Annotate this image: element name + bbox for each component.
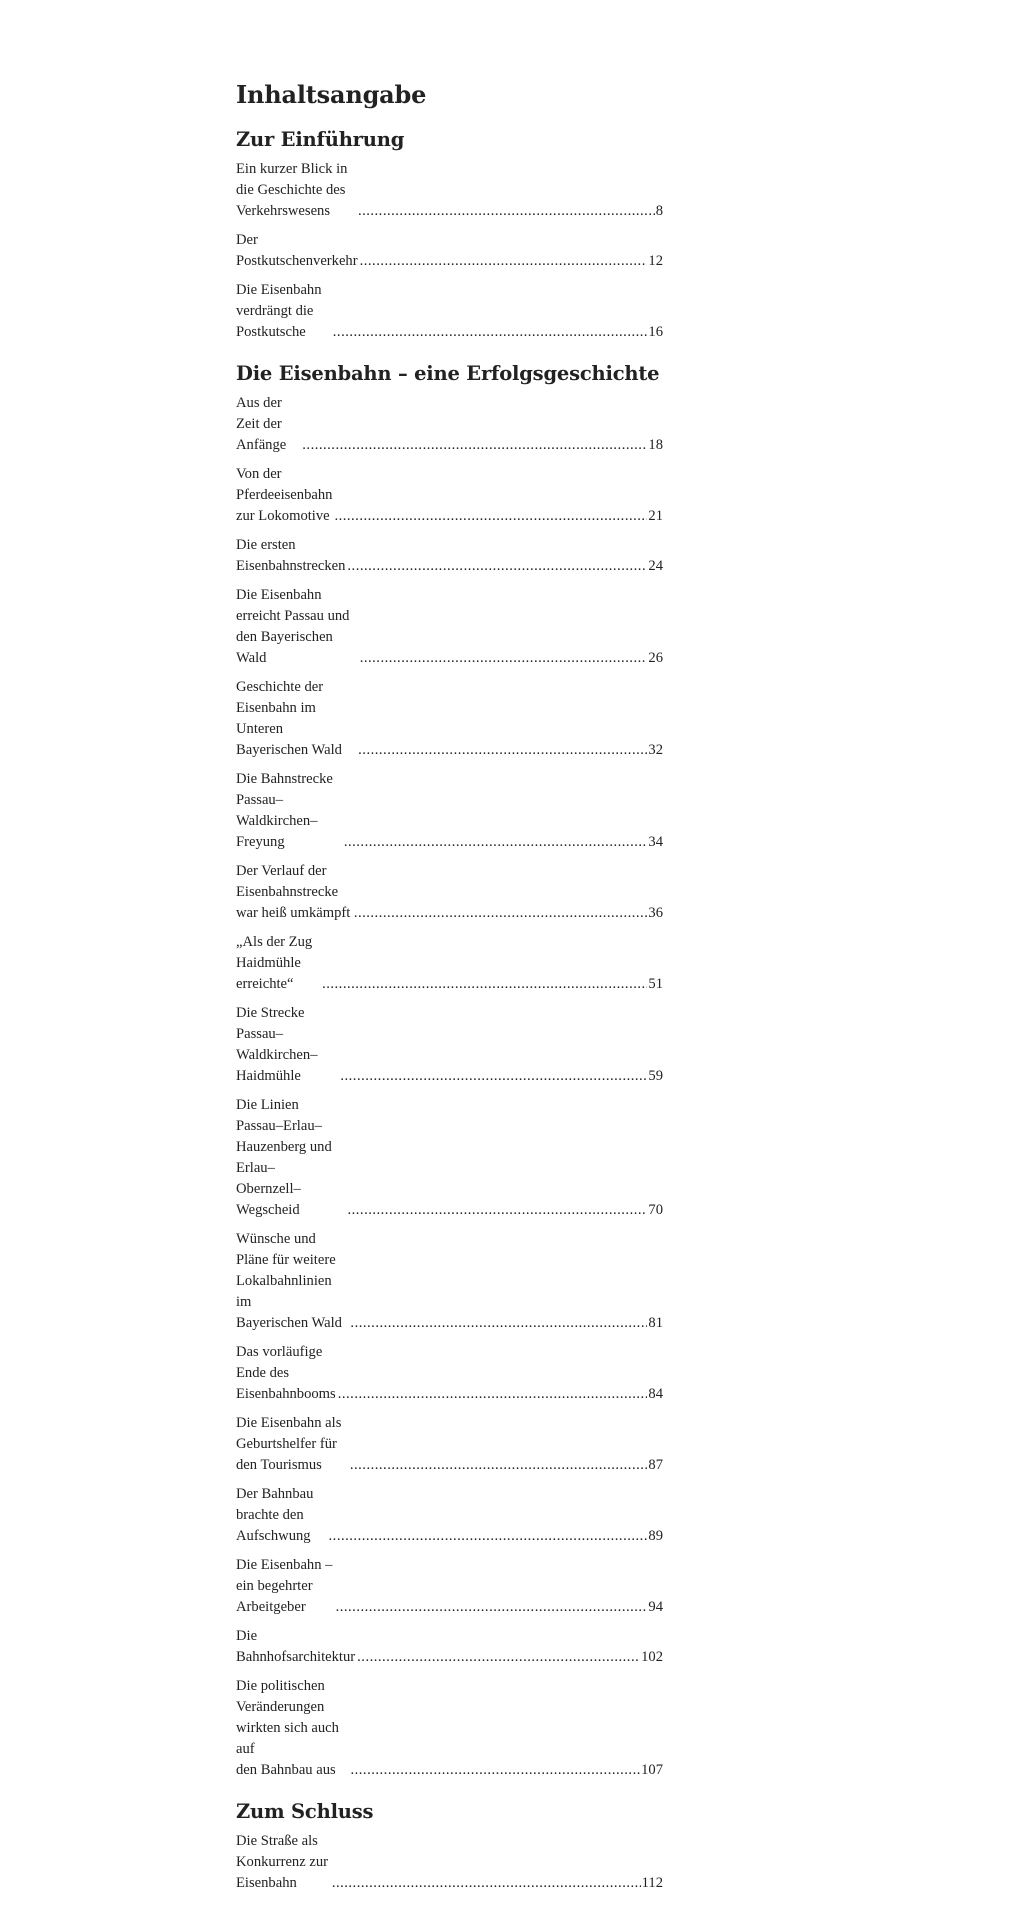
toc-entry-line: Die Bahnstrecke Passau–Waldkirchen–Freyung [236, 771, 333, 850]
toc-entry-line: Die Strecke Passau–Waldkirchen–Haidmühle [236, 1005, 318, 1084]
section-heading: Zum Schluss [236, 1800, 374, 1823]
dot-leader [350, 1455, 648, 1476]
dot-leader [334, 506, 647, 527]
toc-entry-list [236, 1831, 663, 1894]
dot-leader [350, 1760, 640, 1781]
dot-leader [350, 1313, 647, 1334]
toc-page-number: 16 [648, 324, 663, 340]
toc-entry[interactable] [236, 1229, 663, 1334]
toc-entry-title [236, 861, 352, 924]
toc-page-number: 94 [648, 1599, 663, 1615]
toc-page-number: 112 [641, 1875, 663, 1891]
toc-page-number: 102 [641, 1649, 663, 1665]
toc-entry-title [236, 1626, 355, 1668]
toc-page-number: 84 [648, 1386, 663, 1402]
table-of-contents [236, 78, 663, 1912]
toc-entry[interactable] [236, 1095, 663, 1221]
toc-entry-line: „Als der Zug Haidmühle erreichte“ [236, 934, 313, 992]
toc-entry-title [236, 535, 345, 577]
section-heading: Zur Einführung [236, 128, 405, 151]
dot-leader [336, 1597, 648, 1618]
toc-entry-line: Die ersten Eisenbahnstrecken [236, 537, 346, 574]
dot-leader [322, 974, 647, 995]
toc-page-number: 87 [648, 1457, 663, 1473]
toc-page-number: 107 [641, 1762, 663, 1778]
toc-entry-list [236, 393, 663, 1781]
toc-entry-line: den Bahnbau aus [236, 1762, 336, 1778]
toc-page-number: 89 [648, 1528, 663, 1544]
toc-entry-line: Die politischen Veränderungen wirkten sich auch auf [236, 1678, 339, 1757]
toc-entry-line: Ein kurzer Blick in die Geschichte des Verkehrswesens [236, 161, 348, 219]
toc-entry[interactable] [236, 769, 663, 853]
toc-entry-line: Die Linien Passau–Erlau–Hauzenberg und Erlau– [236, 1097, 332, 1176]
dot-leader [302, 435, 647, 456]
toc-entry-title [236, 932, 320, 995]
toc-entry[interactable] [236, 1626, 663, 1668]
toc-entry-title [236, 464, 332, 527]
toc-page-number: 24 [648, 558, 663, 574]
dot-leader [358, 201, 655, 222]
dot-leader [358, 740, 647, 761]
toc-entry[interactable] [236, 280, 663, 343]
toc-entry-list [236, 159, 663, 343]
toc-entry-title [236, 677, 356, 761]
toc-entry[interactable] [236, 1831, 663, 1894]
toc-entry-line: Wünsche und Pläne für weitere Lokalbahnlinien im [236, 1231, 336, 1310]
toc-entry[interactable] [236, 1676, 663, 1781]
toc-page-number: 12 [648, 253, 663, 269]
toc-entry-line: Die Eisenbahn – ein begehrter Arbeitgeber [236, 1557, 333, 1615]
toc-entry[interactable] [236, 1003, 663, 1087]
toc-entry-line: Obernzell–Wegscheid [236, 1181, 301, 1218]
toc-entry[interactable] [236, 932, 663, 995]
toc-entry-title [236, 1413, 348, 1476]
dot-leader [333, 322, 648, 343]
toc-entry[interactable] [236, 464, 663, 527]
toc-page-number: 81 [648, 1315, 663, 1331]
toc-entry[interactable] [236, 1342, 663, 1405]
toc-entry-line: Der Bahnbau brachte den Aufschwung [236, 1486, 314, 1544]
toc-page-number: 26 [648, 650, 663, 666]
toc-page-number: 18 [648, 437, 663, 453]
toc-entry-title [236, 1229, 348, 1334]
toc-entry-line: Die Bahnhofsarchitektur [236, 1628, 356, 1665]
dot-leader [347, 1200, 647, 1221]
dot-leader [354, 903, 648, 924]
toc-entry[interactable] [236, 1413, 663, 1476]
toc-entry-line: Die Eisenbahn erreicht Passau und den Bayerischen Wald [236, 587, 350, 666]
toc-entry-line: Von der Pferdeeisenbahn zur Lokomotive [236, 466, 333, 524]
toc-entry-title [236, 1555, 334, 1618]
toc-section [236, 1799, 663, 1894]
toc-entry-line: Bayerischen Wald [236, 1315, 342, 1331]
toc-sections [236, 127, 663, 1894]
toc-entry-line: Die Eisenbahn verdrängt die Postkutsche [236, 282, 322, 340]
toc-entry-line: Das vorläufige Ende des Eisenbahnbooms [236, 1344, 336, 1402]
page-title: Inhaltsangabe [236, 80, 427, 109]
toc-entry-title [236, 1003, 338, 1087]
toc-page-number: 59 [648, 1068, 663, 1084]
toc-entry[interactable] [236, 159, 663, 222]
toc-entry-line: Aus der Zeit der Anfänge [236, 395, 287, 453]
dot-leader [360, 251, 648, 272]
toc-entry-line: Die Straße als Konkurrenz zur Eisenbahn [236, 1833, 328, 1891]
toc-page-number: 51 [648, 976, 663, 992]
dot-leader [329, 1526, 648, 1547]
toc-entry[interactable] [236, 861, 663, 924]
toc-entry-title [236, 1484, 327, 1547]
toc-entry-line: Die Eisenbahn als Geburtshelfer für den Tourismus [236, 1415, 342, 1473]
toc-page-number: 70 [648, 1202, 663, 1218]
toc-entry-title [236, 1831, 330, 1894]
toc-entry[interactable] [236, 393, 663, 456]
toc-entry[interactable] [236, 677, 663, 761]
dot-leader [338, 1384, 648, 1405]
dot-leader [344, 832, 648, 853]
dot-leader [347, 556, 647, 577]
toc-entry-line: Geschichte der Eisenbahn im Unteren Bayerischen Wald [236, 679, 342, 758]
toc-entry[interactable] [236, 1484, 663, 1547]
toc-page-number: 36 [648, 905, 663, 921]
toc-entry-line: Der Verlauf der Eisenbahnstrecke war heiß umkämpft [236, 863, 351, 921]
toc-entry[interactable] [236, 535, 663, 577]
toc-section [236, 361, 663, 1781]
dot-leader [360, 648, 648, 669]
toc-page-number: 8 [655, 203, 663, 219]
toc-page-number: 21 [648, 508, 663, 524]
toc-entry[interactable] [236, 230, 663, 272]
toc-entry-title [236, 585, 358, 669]
toc-entry-title [236, 1095, 345, 1221]
toc-entry-title [236, 769, 342, 853]
toc-entry-title [236, 159, 356, 222]
toc-entry[interactable] [236, 1555, 663, 1618]
toc-page-number: 32 [648, 742, 663, 758]
dot-leader [357, 1647, 640, 1668]
dot-leader [332, 1873, 641, 1894]
toc-entry-title [236, 393, 300, 456]
toc-entry-title [236, 1676, 348, 1781]
toc-page-number: 34 [648, 834, 663, 850]
toc-section [236, 127, 663, 343]
toc-entry-title [236, 230, 358, 272]
dot-leader [340, 1066, 647, 1087]
toc-entry[interactable] [236, 585, 663, 669]
section-heading: Die Eisenbahn – eine Erfolgsgeschichte [236, 362, 660, 385]
toc-entry-title [236, 280, 331, 343]
toc-entry-line: Der Postkutschenverkehr [236, 232, 358, 269]
toc-entry-title [236, 1342, 336, 1405]
